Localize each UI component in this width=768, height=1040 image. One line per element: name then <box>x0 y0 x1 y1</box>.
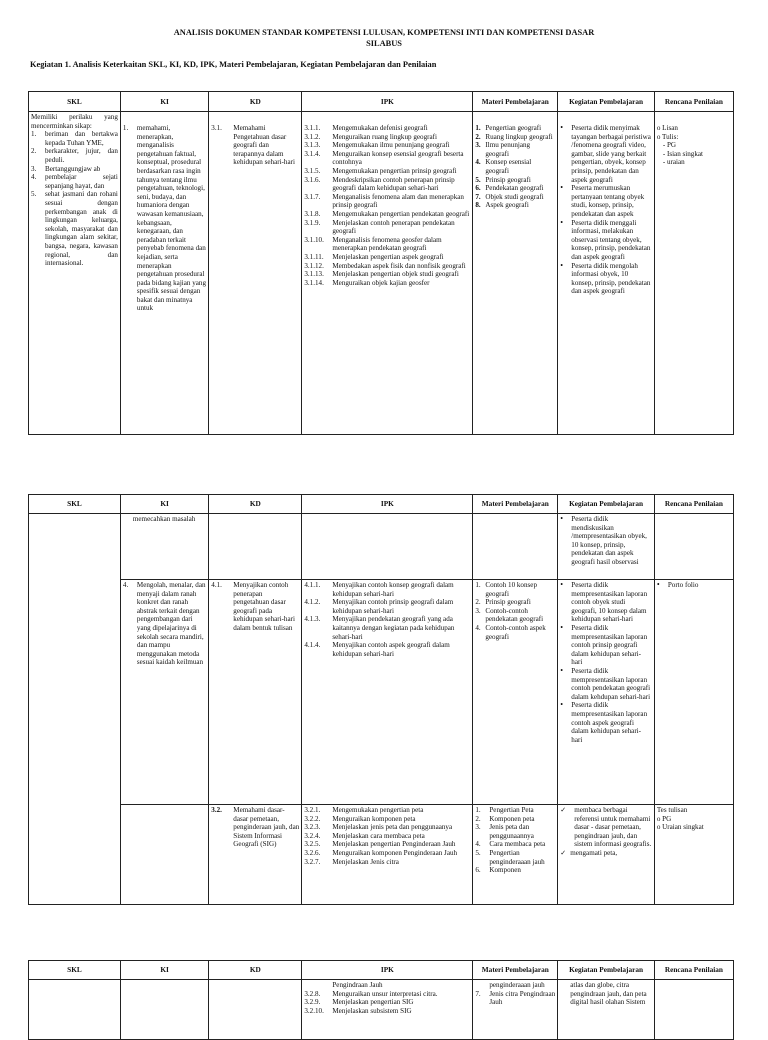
ki-cell <box>120 580 208 805</box>
kegiatan-cell <box>558 980 655 1040</box>
ipk-cell <box>302 580 473 805</box>
rencana-cell <box>654 980 733 1040</box>
kegiatan-item: membaca berbagai referensi untuk memahami dasar - dasar pemetaan, pengindraan jauh, dan sistem informasi geografis. <box>574 806 652 849</box>
list-number: 4. <box>31 173 37 182</box>
ipk-item: Mengemukakan defenisi geografi <box>332 124 428 132</box>
skl-cell <box>29 112 121 435</box>
list-number: 4.1.1. <box>304 581 321 589</box>
bullet-icon: • <box>560 514 564 523</box>
materi-item: Pengertian Peta <box>489 806 534 814</box>
header-materi: Materi Pembelajaran <box>473 495 558 514</box>
list-number: 3.1.6. <box>304 175 321 184</box>
rencana-item: o Uraian singkat <box>656 823 704 832</box>
ki-cell <box>120 980 208 1040</box>
bullet-icon: • <box>560 217 564 227</box>
ipk-item: Menyajikan pendekatan geografi yang ada kaitannya dengan kegiatan pada kehidupan sehari-hari <box>332 615 455 641</box>
ipk-item: Menganalisis fenomena alam dan menerapkan prinsip geografi <box>332 192 464 210</box>
rencana-cell <box>654 580 733 805</box>
rencana-cell <box>654 112 733 435</box>
rencana-item: Porto folio <box>667 581 699 589</box>
header-materi: Materi Pembelajaran <box>473 961 558 980</box>
list-number: 6. <box>475 184 481 193</box>
skl-intro: Memiliki perilaku yang mencerminkan sikap: <box>31 113 118 130</box>
list-number: 3.1. <box>211 124 222 132</box>
ipk-item: Membedakan aspek fisik dan nonfisik geografi <box>332 261 466 270</box>
list-number: 4. <box>122 581 129 589</box>
header-materi: Materi Pembelajaran <box>473 92 558 112</box>
list-number: 5. <box>475 848 481 857</box>
list-number: 3.2.5. <box>304 840 321 849</box>
list-number: 3.1.14. <box>304 278 324 287</box>
list-number: 3. <box>475 823 481 832</box>
materi-item: Prinsip geografi <box>485 175 531 184</box>
analysis-table-2 <box>28 494 734 905</box>
list-number: 1. <box>475 806 481 814</box>
bullet-icon: • <box>560 123 564 132</box>
table-row <box>29 580 734 805</box>
list-number: 3.2.8. <box>304 989 321 998</box>
kegiatan-item: Peserta didik mengolah informasi obyek, 10 konsep, prinsip, pendekatan dan aspek geografi <box>571 261 651 296</box>
list-number: 3.2.7. <box>304 857 321 866</box>
list-number: 6. <box>475 866 481 875</box>
list-number: 1. <box>475 124 481 132</box>
list-number: 3.2.10. <box>304 1006 324 1015</box>
header-rencana: Rencana Penilaian <box>654 961 733 980</box>
list-number: 4.1. <box>211 581 222 589</box>
list-number: 3.2.9. <box>304 998 321 1007</box>
ipk-item: Mengemukakan pengertian pendekatan geografi <box>332 209 470 218</box>
header-ipk: IPK <box>302 495 473 514</box>
materi-cell <box>473 112 558 435</box>
rencana-cell <box>654 514 733 580</box>
skl-item: pembelajar sejati sepanjang hayat, dan <box>45 173 118 190</box>
kegiatan-item: Peserta didik mempresentasikan laporan contoh aspek geografi dalam kehidupan sehari-hari <box>571 701 648 744</box>
header-rencana: Rencana Penilaian <box>654 495 733 514</box>
rencana-item: - PG <box>662 141 677 150</box>
list-number: 5. <box>475 175 481 184</box>
list-number: 3.2.6. <box>304 848 321 857</box>
rencana-cell <box>654 805 733 905</box>
materi-item: Konsep esensial geografi <box>485 158 532 175</box>
materi-item: Contoh 10 konsep geografi <box>485 581 537 598</box>
list-number: 4. <box>475 623 481 632</box>
rencana-item: o PG <box>656 814 672 823</box>
document-subtitle-silabus: SILABUS <box>366 39 402 48</box>
ipk-cell <box>302 514 473 580</box>
analysis-table-1 <box>28 91 734 435</box>
kegiatan-item: mengamati peta, <box>570 848 618 857</box>
list-number: 1. <box>475 581 481 589</box>
kegiatan-cell <box>558 514 655 580</box>
list-number: 3.1.9. <box>304 218 321 227</box>
ipk-item: Menganalisis fenomena geosfer dalam menerapkan pendekatan geografi <box>332 235 442 253</box>
list-number <box>304 981 332 990</box>
materi-item: Pendekatan geografi <box>485 184 544 193</box>
list-number: 3.2.2. <box>304 814 321 823</box>
skl-cell <box>29 514 121 905</box>
list-number: 4. <box>475 158 481 167</box>
ipk-item: Menguraikan objek kajian geosfer <box>332 278 430 287</box>
table-header-row <box>29 961 734 980</box>
ipk-item: Menjelaskan pengertian SIG <box>332 998 414 1007</box>
kd-text: Menyajikan contoh penerapan pengetahuan dasar geografi pada kehidupan sehari-hari dalam bentuk tulisan <box>233 581 295 632</box>
header-kd: KD <box>209 92 302 112</box>
table-row <box>29 805 734 905</box>
ipk-item: Menjelaskan contoh penerapan pendekatan geografi <box>332 218 455 236</box>
ipk-item: Menyajikan contoh konsep geografi dalam kehidupan sehari-hari <box>332 581 454 598</box>
ipk-item: Mengemukakan ilmu penunjang geografi <box>332 141 450 150</box>
list-number: 3.2. <box>211 806 222 814</box>
ipk-item: Mengemukakan pengertian prinsip geografi <box>332 166 457 175</box>
skl-item: sehat jasmani dan rohani sesuai dengan perkembangan anak di lingkungan keluarga, sekolah, masyarakat dan lingkungan alam sekitar, bangsa, negara, kawasan regional, dan internasional. <box>45 190 118 268</box>
list-number: 3. <box>475 141 481 150</box>
ipk-item: Menguraikan komponen peta <box>332 814 416 823</box>
materi-item: Komponen <box>489 866 521 875</box>
materi-item: Aspek geografi <box>485 201 529 210</box>
table-header-row <box>29 495 734 514</box>
list-number: 1. <box>31 130 37 139</box>
ipk-item: Menguraikan unsur interpretasi citra. <box>332 989 438 998</box>
header-ipk: IPK <box>302 92 473 112</box>
ipk-item: Menjelaskan subsistem SIG <box>332 1006 412 1015</box>
list-number: 3.2.3. <box>304 823 321 832</box>
materi-cell <box>473 580 558 805</box>
list-number: 5. <box>31 190 37 199</box>
skl-item: Bertanggungjaw ab <box>45 164 101 173</box>
list-number: 3.2.1. <box>304 806 321 814</box>
ipk-cell <box>302 980 473 1040</box>
kd-text: Memahami dasar-dasar pemetaan, penginderaan jauh, dan Sistem Informasi Geografi (SIG) <box>233 806 300 849</box>
materi-item: Ilmu penunjang geografi <box>485 141 531 158</box>
materi-item: Ruang lingkup geografi <box>485 132 553 141</box>
kd-cell <box>209 980 302 1040</box>
list-number: 7. <box>475 192 481 201</box>
table-row <box>29 112 734 435</box>
list-number: 3.1.13. <box>304 270 324 279</box>
list-number: 3.1.7. <box>304 192 321 201</box>
kegiatan-item: Peserta didik mempresentasikan laporan contoh obyek studi geografi, 10 konsep dalam kehidupan sehari-hari <box>571 581 648 624</box>
list-number: 3.1.11. <box>304 252 324 261</box>
header-rencana: Rencana Penilaian <box>654 92 733 112</box>
ki-cell <box>120 112 208 435</box>
kegiatan-cell <box>558 112 655 435</box>
ipk-item: Menyajikan contoh prinsip geografi dalam kehidupan sehari-hari <box>332 598 454 615</box>
materi-item: Cara membaca peta <box>489 840 546 849</box>
table-header-row <box>29 92 734 112</box>
materi-item: Contoh-contoh aspek geografi <box>485 623 546 641</box>
list-number: 3.1.3. <box>304 141 321 150</box>
ipk-item: Menjelaskan cara membaca peta <box>332 831 425 840</box>
kegiatan-item: Peserta didik menggali informasi, melakukan observasi tentang obyek, konsep, prinsip, pendekatan dan aspek geografi <box>571 218 651 261</box>
skl-cell <box>29 980 121 1040</box>
header-kegiatan: Kegiatan Pembelajaran <box>558 495 655 514</box>
ipk-item: Menjelaskan pengertian aspek geografi <box>332 252 444 261</box>
check-icon: ✓ <box>560 806 567 814</box>
materi-item: Jenis citra Pengindraan Jauh <box>489 989 556 1007</box>
header-kegiatan: Kegiatan Pembelajaran <box>558 961 655 980</box>
bullet-icon: • <box>560 260 564 270</box>
materi-cell <box>473 980 558 1040</box>
list-number: 2. <box>475 814 481 823</box>
kd-cell <box>209 805 302 905</box>
rencana-item: Tes tulisan <box>656 806 688 814</box>
ipk-item: Menguraikan komponen Penginderaan Jauh <box>332 848 458 857</box>
list-number: 3.1.12. <box>304 261 324 270</box>
kegiatan-item: Peserta merumuskan pertanyaan tentang obyek studi, konsep, prinsip, pendekatan dan aspek <box>571 184 645 218</box>
kegiatan-item: Peserta didik menyimak tayangan berbagai peristiwa /fenomena geografi video, gambar, slide yang berkait pengertian, obyek, konsep prinsip, pendekatan dan aspek geografi <box>571 124 651 184</box>
bullet-icon: • <box>560 622 564 632</box>
ipk-cell <box>302 805 473 905</box>
kd-cell <box>209 514 302 580</box>
kegiatan-cell <box>558 580 655 805</box>
ipk-item: Menguraikan konsep esensial geografi beserta contohnya <box>332 149 464 167</box>
check-icon: ✓ <box>560 848 567 857</box>
kegiatan-cell <box>558 805 655 905</box>
kd-cell <box>209 112 302 435</box>
kd-cell <box>209 580 302 805</box>
document-title: ANALISIS DOKUMEN STANDAR KOMPETENSI LULUSAN, KOMPETENSI INTI DAN KOMPETENSI DASAR <box>173 28 595 37</box>
list-number: 1. <box>122 124 129 132</box>
header-kd: KD <box>209 961 302 980</box>
list-number: 3.1.4. <box>304 149 321 158</box>
bullet-icon: • <box>560 700 564 710</box>
table-row <box>29 980 734 1040</box>
ki-text: memecahkan masalah <box>132 515 196 523</box>
ipk-item: Menjelaskan Jenis citra <box>332 857 399 866</box>
bullet-icon: • <box>560 183 564 193</box>
list-number: 3. <box>475 606 481 615</box>
rencana-item: - Isian singkat <box>662 149 704 158</box>
materi-item: Contoh-contoh pendekatan geografi <box>485 606 544 624</box>
kegiatan-item: atlas dan globe, citra pengindraan jauh, dan peta digital hasil olahan Sistem <box>570 981 647 1007</box>
materi-cell <box>473 805 558 905</box>
header-skl: SKL <box>29 92 121 112</box>
header-skl: SKL <box>29 961 121 980</box>
ipk-item: Menjelaskan pengertian objek studi geografi <box>332 270 459 279</box>
analysis-table-3 <box>28 960 734 1040</box>
list-number: 2. <box>31 147 37 156</box>
ipk-item: Menguraikan ruang lingkup geografi <box>332 132 437 141</box>
materi-item: Jenis peta dan penggunaannya <box>489 823 534 840</box>
ipk-item: Pengindraan Jauh <box>332 981 383 989</box>
ipk-item: Menjelaskan jenis peta dan penggunaanya <box>332 823 453 832</box>
materi-cell <box>473 514 558 580</box>
ipk-item: Menyajikan contoh aspek geografi dalam kehidupan sehari-hari <box>332 641 450 658</box>
rencana-item: - uraian <box>662 158 685 167</box>
list-number: 3.1.8. <box>304 209 321 218</box>
list-number: 3.1.10. <box>304 235 324 244</box>
activity-heading: Kegiatan 1. Analisis Keterkaitan SKL, KI, KD, IPK, Materi Pembelajaran, Kegiatan Pembelajaran dan Penilaian <box>30 60 437 69</box>
ipk-cell <box>302 112 473 435</box>
list-number: 4.1.2. <box>304 598 321 607</box>
list-number: 3.1.1. <box>304 124 321 132</box>
skl-item: berkarakter, jujur, dan peduli. <box>45 147 118 164</box>
ki-text: memahami, menerapkan, menganalisis pengetahuan faktual, konseptual, prosedural berdasarkan rasa ingin tahunya tentang ilmu pengetahuan, teknologi, seni, budaya, dan humaniora dengan wawasan kemanusiaan, kebangsaan, kenegaraan, dan peradaban terkait penyebab fenomena dan kejadian, serta menerapkan pengetahuan prosedural pada bidang kajian yang spesifik sesuai dengan bakat dan minatnya untuk <box>136 124 207 313</box>
kegiatan-item: Peserta didik mempresentasikan laporan contoh pendekatan geografi dalam kehdupan sehari-hari <box>571 666 651 701</box>
materi-item: Pengertian penginderaaan jauh <box>489 848 545 866</box>
header-skl: SKL <box>29 495 121 514</box>
table-row <box>29 514 734 580</box>
list-number: 3.1.5. <box>304 166 321 175</box>
header-ki: KI <box>120 92 208 112</box>
ki-cell <box>120 514 208 580</box>
ki-cell <box>120 805 208 905</box>
bullet-icon: • <box>560 580 564 589</box>
list-number: 2. <box>475 132 481 141</box>
materi-item: Komponen peta <box>489 814 535 823</box>
list-number: 8. <box>475 201 481 210</box>
materi-item: Objek studi geografi <box>485 192 544 201</box>
list-number: 4. <box>475 840 481 849</box>
header-kd: KD <box>209 495 302 514</box>
header-ki: KI <box>120 495 208 514</box>
materi-item: Pengertian geografi <box>485 124 542 132</box>
materi-item: penginderaaan jauh <box>489 981 545 989</box>
ipk-item: Mendeskripsikan contoh penerapan prinsip geografi dalam kehidupan sehari-hari <box>332 175 455 193</box>
rencana-item: o Lisan <box>656 124 678 132</box>
kd-text: Memahami Pengetahuan dasar geografi dan terapannya dalam kehidupan sehari-hari <box>233 124 295 167</box>
list-number: 3. <box>31 164 37 173</box>
rencana-item: o Tulis: <box>656 132 679 141</box>
bullet-icon: • <box>560 665 564 675</box>
list-number: 7. <box>475 989 481 998</box>
ipk-item: Mengemukakan pengertian peta <box>332 806 424 814</box>
kegiatan-item: Peserta didik mempresentasikan laporan contoh prinsip geografi dalam kehidupan sehari-hari <box>571 623 648 667</box>
list-number: 4.1.3. <box>304 615 321 624</box>
list-number <box>475 981 489 990</box>
kegiatan-item: Peserta didik mendiskusikan /mempresentasikan obyek, 10 konsep, prinsip, pendekatan dan aspek geografi hasil observasi <box>571 515 647 566</box>
bullet-icon: • <box>656 580 660 589</box>
header-ipk: IPK <box>302 961 473 980</box>
list-number: 4.1.4. <box>304 641 321 650</box>
skl-item: beriman dan bertakwa kepada Tuhan YME, <box>45 130 118 147</box>
ki-text: Mengolah, menalar, dan menyaji dalam ranah konkret dan ranah abstrak terkait dengan pengembangan dari yang dipelajarinya di sekolah secara mandiri, dan mampu menggunakan metoda sesuai kaidah keilmuan <box>136 581 206 667</box>
list-number: 3.1.2. <box>304 132 321 141</box>
materi-item: Prinsip geografi <box>485 598 531 607</box>
ipk-item: Menjelaskan pengertian Penginderaan Jauh <box>332 840 456 849</box>
list-number: 2. <box>475 598 481 607</box>
list-number: 3.2.4. <box>304 831 321 840</box>
header-kegiatan: Kegiatan Pembelajaran <box>558 92 655 112</box>
header-ki: KI <box>120 961 208 980</box>
